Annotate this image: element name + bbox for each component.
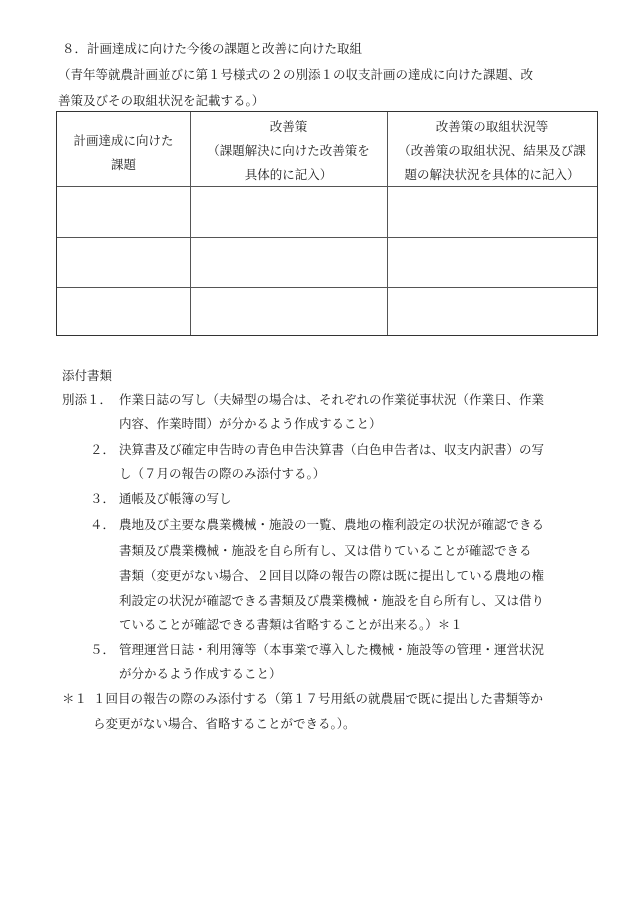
footnote-text: １回目の報告の際のみ添付する（第１７号用紙の就農届で既に提出した書類等か bbox=[93, 691, 544, 706]
attachment-label: ３． bbox=[90, 491, 116, 506]
table-row[interactable] bbox=[57, 288, 597, 336]
attachment-label: 別添１． bbox=[62, 392, 113, 407]
table-row[interactable] bbox=[57, 238, 597, 287]
attachment-text: 内容、作業時間）が分かるよう作成すること） bbox=[119, 416, 382, 431]
attachment-text: が分かるよう作成すること） bbox=[119, 666, 282, 681]
attachment-text: ていることが確認できる書類は省略することが出来る。）＊１ bbox=[119, 617, 463, 632]
attachment-text: し（７月の報告の際のみ添付する。） bbox=[119, 466, 326, 481]
attachment-label: ５． bbox=[90, 642, 116, 657]
attachment-text: 書類（変更がない場合、２回目以降の報告の際は既に提出している農地の権 bbox=[119, 568, 545, 583]
table-row[interactable] bbox=[57, 187, 597, 237]
footnote-mark: ＊１ bbox=[62, 691, 88, 706]
attachment-text: 管理運営日誌・利用簿等（本事業で導入した機械・施設等の管理・運営状況 bbox=[119, 642, 545, 657]
section-heading: ８．計画達成に向けた今後の課題と改善に向けた取組 bbox=[62, 41, 363, 56]
section-note: （青年等就農計画並びに第１号様式の２の別添１の収支計画の達成に向けた課題、改 bbox=[58, 67, 534, 82]
attachment-label: ２． bbox=[90, 442, 116, 457]
attachment-text: 通帳及び帳簿の写し bbox=[119, 491, 232, 506]
section-note-cont: 善策及びその取組状況を記載する。） bbox=[58, 93, 265, 108]
attachment-text: 書類及び農業機械・施設を自ら所有し、又は借りていることが確認できる bbox=[119, 543, 532, 558]
attachment-text: 農地及び主要な農業機械・施設の一覧、農地の権利設定の状況が確認できる bbox=[119, 517, 545, 532]
improvement-table bbox=[56, 111, 598, 336]
attachment-text: 作業日誌の写し（夫婦型の場合は、それぞれの作業従事状況（作業日、作業 bbox=[119, 392, 545, 407]
footnote-text: ら変更がない場合、省略することができる。）。 bbox=[93, 716, 356, 731]
table-header-issue: 計画達成に向けた 課題 bbox=[73, 133, 174, 172]
table-header-measures: 改善策 （課題解決に向けた改善策を 具体的に記入） bbox=[207, 119, 370, 182]
attachments-title: 添付書類 bbox=[62, 368, 113, 383]
attachment-text: 利設定の状況が確認できる書類及び農業機械・施設を自ら所有し、又は借り bbox=[119, 593, 545, 608]
attachment-text: 決算書及び確定申告時の青色申告決算書（白色申告者は、収支内訳書）の写 bbox=[119, 442, 545, 457]
table-header-status: 改善策の取組状況等 （改善策の取組状況、結果及び課 題の解決状況を具体的に記入） bbox=[398, 119, 586, 182]
attachment-label: ４． bbox=[90, 517, 116, 532]
